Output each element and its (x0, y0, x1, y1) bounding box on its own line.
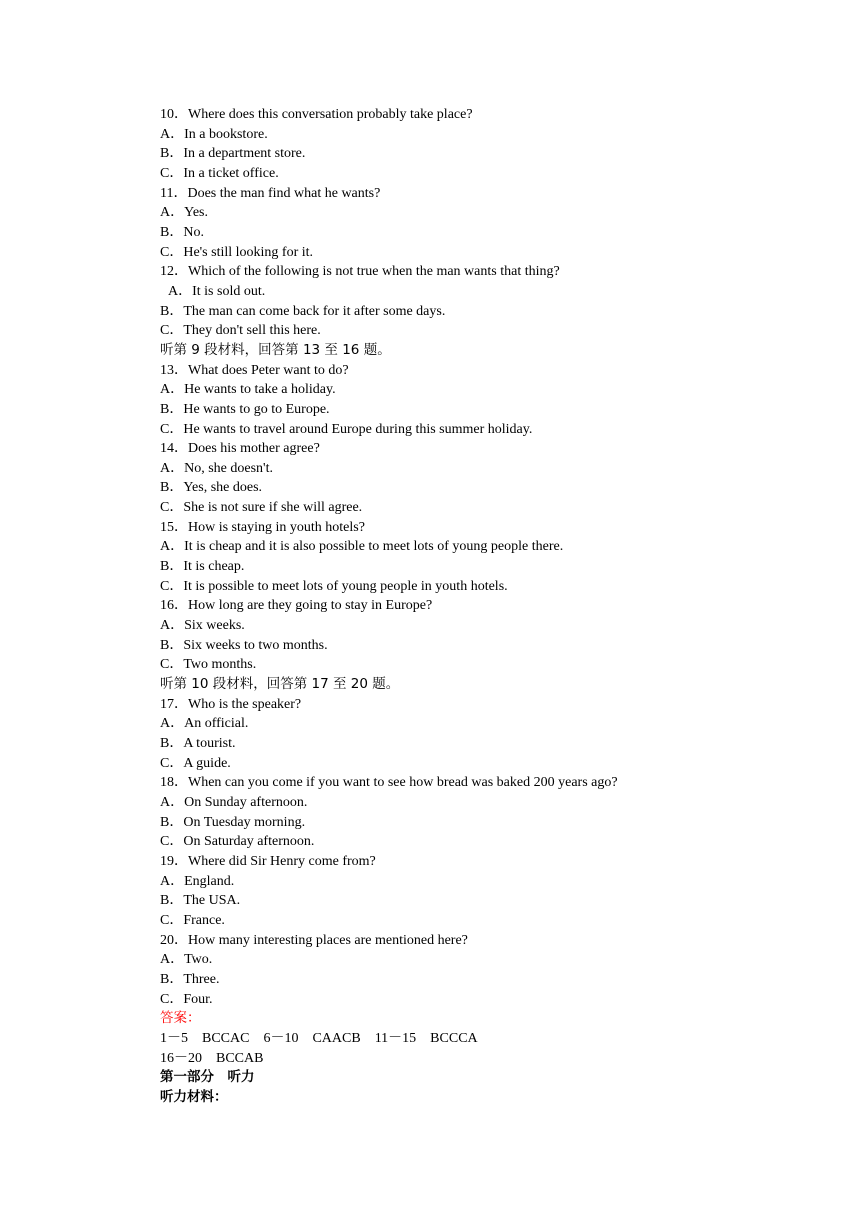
answers-label: 答案： (160, 1010, 201, 1027)
question-stem: 16．How long are they going to stay in Europe? (160, 598, 433, 614)
option: A．Yes. (160, 205, 208, 221)
option: A．It is cheap and it is also possible to meet lots of young people there. (160, 539, 564, 555)
option: C．France. (160, 912, 225, 928)
question-stem: 13．What does Peter want to do? (160, 362, 349, 378)
answers-line: 16－20 BCCAB (160, 1050, 264, 1066)
question-stem: 10．Where does this conversation probably take place? (160, 107, 473, 122)
option: B．In a department store. (160, 146, 306, 162)
document-body (160, 105, 780, 1107)
option: C．Four. (160, 991, 213, 1007)
option: B．The man can come back for it after some days. (160, 303, 446, 319)
section-instruction: 听第 10 段材料，回答第 17 至 20 题。 (160, 676, 400, 693)
section-instruction: 听第 9 段材料，回答第 13 至 16 题。 (160, 341, 391, 358)
option: B．A tourist. (160, 736, 236, 751)
option: A．It is sold out. (168, 283, 266, 299)
question-stem: 18．When can you come if you want to see how bread was baked 200 years ago? (160, 775, 618, 791)
question-stem: 14．Does his mother agree? (160, 441, 320, 457)
answers-line: 1－5 BCCAC 6－10 CAACB 11－15 BCCCA (160, 1030, 478, 1046)
option: B．He wants to go to Europe. (160, 401, 330, 417)
question-stem: 17．Who is the speaker? (160, 696, 302, 712)
option: A．Two. (160, 952, 213, 968)
option: C．In a ticket office. (160, 165, 279, 181)
option: A．In a bookstore. (160, 126, 268, 142)
option: C．She is not sure if she will agree. (160, 500, 363, 516)
option: B．The USA. (160, 893, 241, 909)
option: A．He wants to take a holiday. (160, 382, 336, 398)
option: B．Three. (160, 971, 220, 987)
option: A．An official. (160, 716, 249, 732)
option: C．Two months. (160, 657, 257, 673)
option: C．He wants to travel around Europe during this summer holiday. (160, 421, 533, 437)
option: C．A guide. (160, 755, 231, 771)
option: A．England. (160, 873, 235, 889)
part-subheading: 听力材料： (160, 1088, 228, 1105)
option: C．He's still looking for it. (160, 244, 314, 260)
question-stem: 20．How many interesting places are mentioned here? (160, 932, 468, 948)
option: A．No, she doesn't. (160, 460, 273, 476)
option: C．On Saturday afternoon. (160, 834, 315, 850)
option: B．On Tuesday morning. (160, 814, 306, 830)
option: B．No. (160, 224, 204, 240)
option: B．It is cheap. (160, 559, 245, 575)
question-stem: 12．Which of the following is not true when the man wants that thing? (160, 264, 560, 280)
question-stem: 19．Where did Sir Henry come from? (160, 853, 376, 869)
option: A．On Sunday afternoon. (160, 794, 308, 810)
question-stem: 15．How is staying in youth hotels? (160, 519, 365, 535)
option: B．Yes, she does. (160, 480, 263, 496)
option: C．They don't sell this here. (160, 323, 321, 339)
option: A．Six weeks. (160, 618, 245, 634)
option: B．Six weeks to two months. (160, 637, 328, 653)
option: C．It is possible to meet lots of young people in youth hotels. (160, 578, 508, 594)
part-heading: 第一部分 听力 (160, 1069, 255, 1086)
question-stem: 11．Does the man find what he wants? (160, 185, 381, 201)
